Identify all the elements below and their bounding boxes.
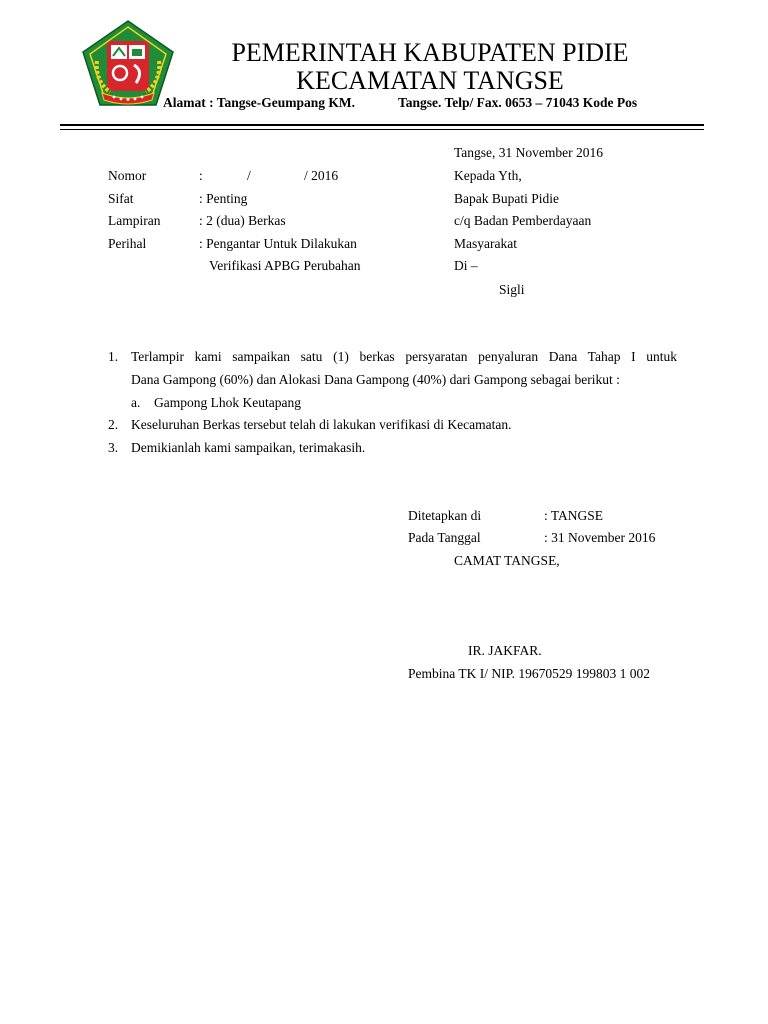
recipient-line: Masyarakat	[454, 236, 517, 251]
recipient-line: Bapak Bupati Pidie	[454, 191, 559, 206]
letter-date: Tangse, 31 November 2016	[454, 145, 604, 160]
recipient-line: Kepada Yth,	[454, 168, 522, 183]
list-item-number: 2.	[108, 417, 119, 432]
signatory-rank: Pembina TK I/ NIP. 19670529 199803 1 002	[408, 666, 650, 681]
letterhead-rule-thin	[60, 129, 704, 130]
sublist-text: Gampong Lhok Keutapang	[154, 395, 301, 410]
signature-date-label: Pada Tanggal	[408, 530, 481, 545]
perihal-value: : Pengantar Untuk Dilakukan	[199, 236, 357, 251]
signature-place-value: : TANGSE	[544, 508, 604, 523]
list-item-text: Keseluruhan Berkas tersebut telah di lakukan verifikasi di Kecamatan.	[131, 417, 512, 432]
list-item-number: 3.	[108, 440, 119, 455]
nomor-label: Nomor	[108, 168, 147, 183]
letterhead-address: Alamat : Tangse-Geumpang KM.	[163, 95, 356, 110]
sifat-label: Sifat	[108, 191, 134, 206]
sifat-value: : Penting	[199, 191, 248, 206]
list-item-text: Demikianlah kami sampaikan, terimakasih.	[131, 440, 366, 455]
letterhead-subtitle: KECAMATAN TANGSE	[296, 66, 564, 95]
nomor-colon: :	[199, 168, 203, 183]
perihal-value-continued: Verifikasi APBG Perubahan	[209, 258, 361, 273]
lampiran-label: Lampiran	[108, 213, 161, 228]
lampiran-value: : 2 (dua) Berkas	[199, 213, 286, 228]
signatory-name: IR. JAKFAR.	[468, 643, 542, 658]
list-item-text: Terlampir kami sampaikan satu (1) berkas persyaratan penyaluran Dana Tahap I untuk	[131, 349, 677, 364]
list-item-text-continued: Dana Gampong (60%) dan Alokasi Dana Gampong (40%) dari Gampong sebagai berikut :	[131, 372, 620, 387]
letterhead-contact: Tangse. Telp/ Fax. 0653 – 71043 Kode Pos	[398, 95, 638, 110]
recipient-line: c/q Badan Pemberdayaan	[454, 213, 592, 228]
signature-title: CAMAT TANGSE,	[454, 553, 560, 568]
recipient-city: Sigli	[499, 282, 525, 297]
signature-date-value: : 31 November 2016	[544, 530, 656, 545]
perihal-label: Perihal	[108, 236, 147, 251]
letterhead-rule-thick	[60, 124, 704, 126]
sublist-letter: a.	[131, 395, 141, 410]
recipient-line: Di –	[454, 258, 478, 273]
nomor-slash: /	[247, 168, 251, 183]
signature-place-label: Ditetapkan di	[408, 508, 482, 523]
nomor-year: / 2016	[304, 168, 339, 183]
list-item-number: 1.	[108, 349, 119, 364]
letterhead-title: PEMERINTAH KABUPATEN PIDIE	[231, 38, 629, 67]
